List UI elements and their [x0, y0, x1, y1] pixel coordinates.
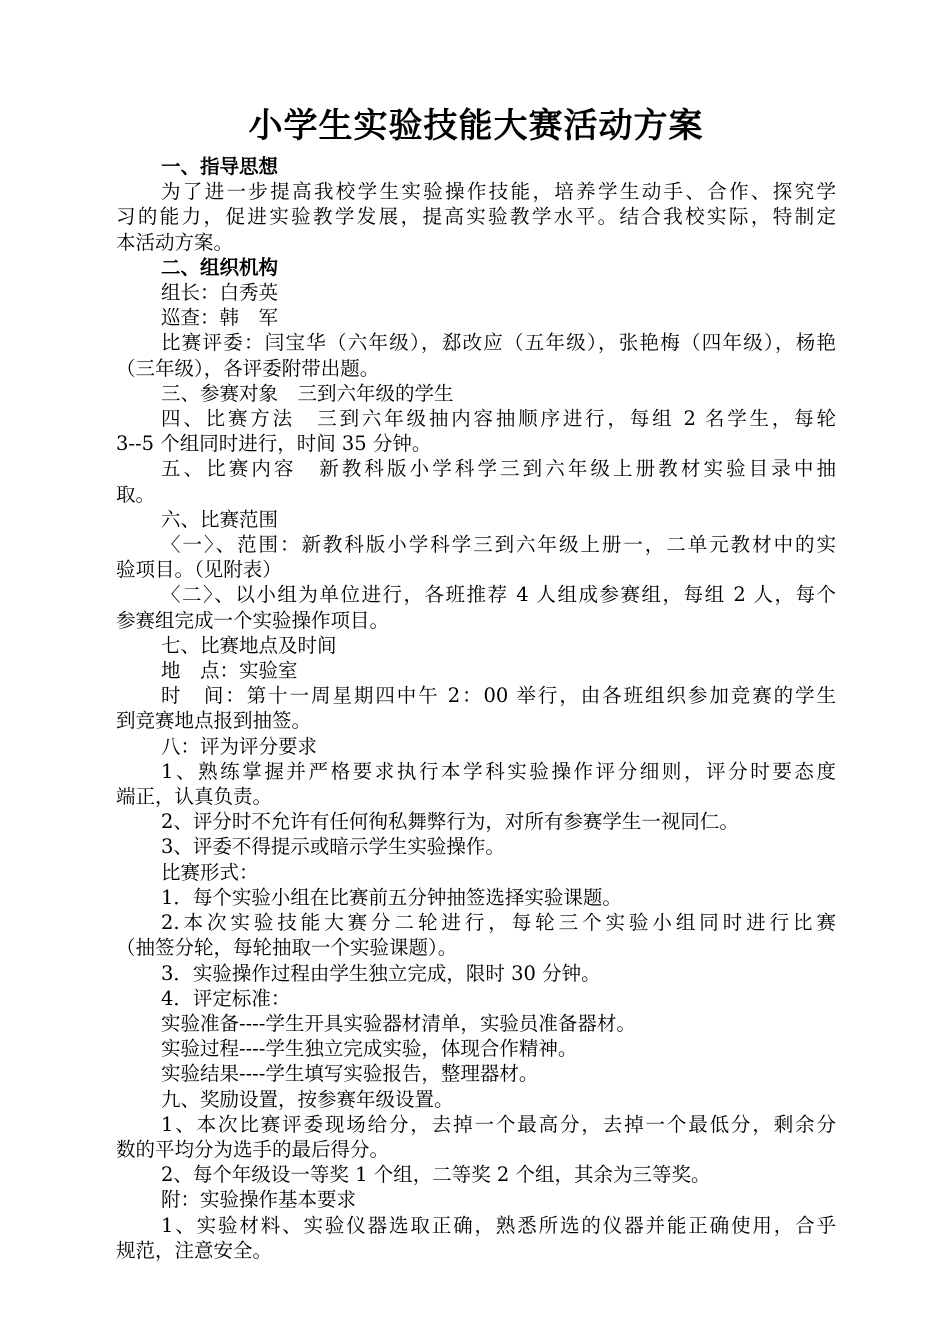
section-heading: 二、组织机构: [161, 255, 279, 279]
paragraph-line: 地 点：实验室: [161, 659, 298, 683]
paragraph-line: 1．每个实验小组在比赛前五分钟抽签选择实验课题。: [161, 885, 622, 909]
paragraph-line: 取。: [116, 482, 156, 506]
paragraph-line: 本活动方案。: [116, 230, 234, 254]
paragraph-line: 3、评委不得提示或暗示学生实验操作。: [161, 835, 505, 859]
paragraph-line: 五、比赛内容 新教科版小学科学三到六年级上册教材实验目录中抽: [161, 457, 836, 481]
paragraph-line: 4．评定标准：: [161, 986, 291, 1010]
paragraph-line: 比赛形式：: [161, 860, 259, 884]
paragraph-line: 附：实验操作基本要求: [161, 1188, 357, 1212]
paragraph-line: 实验准备----学生开具实验器材清单，实验员准备器材。: [161, 1011, 636, 1035]
paragraph-line: （抽签分轮，每轮抽取一个实验课题）。: [116, 936, 458, 960]
paragraph-line: 2.本次实验技能大赛分二轮进行，每轮三个实验小组同时进行比赛: [161, 911, 836, 935]
document-page: [116, 100, 836, 1263]
paragraph-line: 九、奖励设置，按参赛年级设置。: [161, 1087, 454, 1111]
paragraph-line: 3--5 个组同时进行，时间 35 分钟。: [116, 432, 432, 456]
section-heading: 一、指导思想: [161, 155, 279, 178]
paragraph-line: 2、每个年级设一等奖 1 个组，二等奖 2 个组，其余为三等奖。: [161, 1163, 711, 1187]
paragraph-line: 端正，认真负责。: [116, 785, 273, 809]
paragraph-line: 时 间：第十一周星期四中午 2：00 举行，由各班组织参加竞赛的学生: [161, 684, 836, 708]
paragraph-line: 八：评为评分要求: [161, 734, 318, 758]
paragraph-line: 〈一〉、范围：新教科版小学科学三到六年级上册一，二单元教材中的实: [161, 533, 836, 557]
paragraph-line: 实验结果----学生填写实验报告，整理器材。: [161, 1062, 539, 1086]
paragraph-line: 到竞赛地点报到抽签。: [116, 709, 312, 733]
paragraph-line: 数的平均分为选手的最后得分。: [116, 1137, 390, 1161]
paragraph-line: 规范，注意安全。: [116, 1238, 273, 1262]
paragraph-line: 2、评分时不允许有任何徇私舞弊行为，对所有参赛学生一视同仁。: [161, 810, 739, 834]
paragraph-line: 比赛评委：闫宝华（六年级），郄改应（五年级），张艳梅（四年级），杨艳: [161, 331, 836, 355]
paragraph-line: 巡查：韩 军: [161, 306, 279, 330]
paragraph-line: 四、比赛方法 三到六年级抽内容抽顺序进行，每组 2 名学生，每轮: [161, 407, 836, 431]
document-body: [116, 154, 836, 1263]
paragraph-line: 〈二〉、以小组为单位进行，各班推荐 4 人组成参赛组，每组 2 人，每个: [161, 583, 836, 607]
paragraph-line: 习的能力，促进实验教学发展，提高实验教学水平。结合我校实际，特制定: [116, 205, 836, 229]
paragraph-line: 1、实验材料、实验仪器选取正确，熟悉所选的仪器并能正确使用，合乎: [161, 1213, 836, 1237]
paragraph-line: 组长：白秀英: [161, 281, 279, 305]
document-title: 小学生实验技能大赛活动方案: [248, 106, 704, 146]
paragraph-line: 七、比赛地点及时间: [161, 633, 337, 657]
paragraph-line: 1、熟练掌握并严格要求执行本学科实验操作评分细则，评分时要态度: [161, 759, 836, 783]
paragraph-line: 3．实验操作过程由学生独立完成，限时 30 分钟。: [161, 961, 601, 985]
paragraph-line: （三年级），各评委附带出题。: [116, 356, 380, 380]
paragraph-line: 为了进一步提高我校学生实验操作技能，培养学生动手、合作、探究学: [161, 180, 836, 204]
paragraph-line: 1、本次比赛评委现场给分，去掉一个最高分，去掉一个最低分，剩余分: [161, 1112, 836, 1136]
paragraph-line: 三、参赛对象 三到六年级的学生: [161, 381, 454, 405]
paragraph-line: 六、比赛范围: [161, 507, 279, 531]
paragraph-line: 实验过程----学生独立完成实验，体现合作精神。: [161, 1037, 578, 1061]
paragraph-line: 参赛组完成一个实验操作项目。: [116, 608, 390, 632]
paragraph-line: 验项目。（见附表）: [116, 558, 282, 582]
